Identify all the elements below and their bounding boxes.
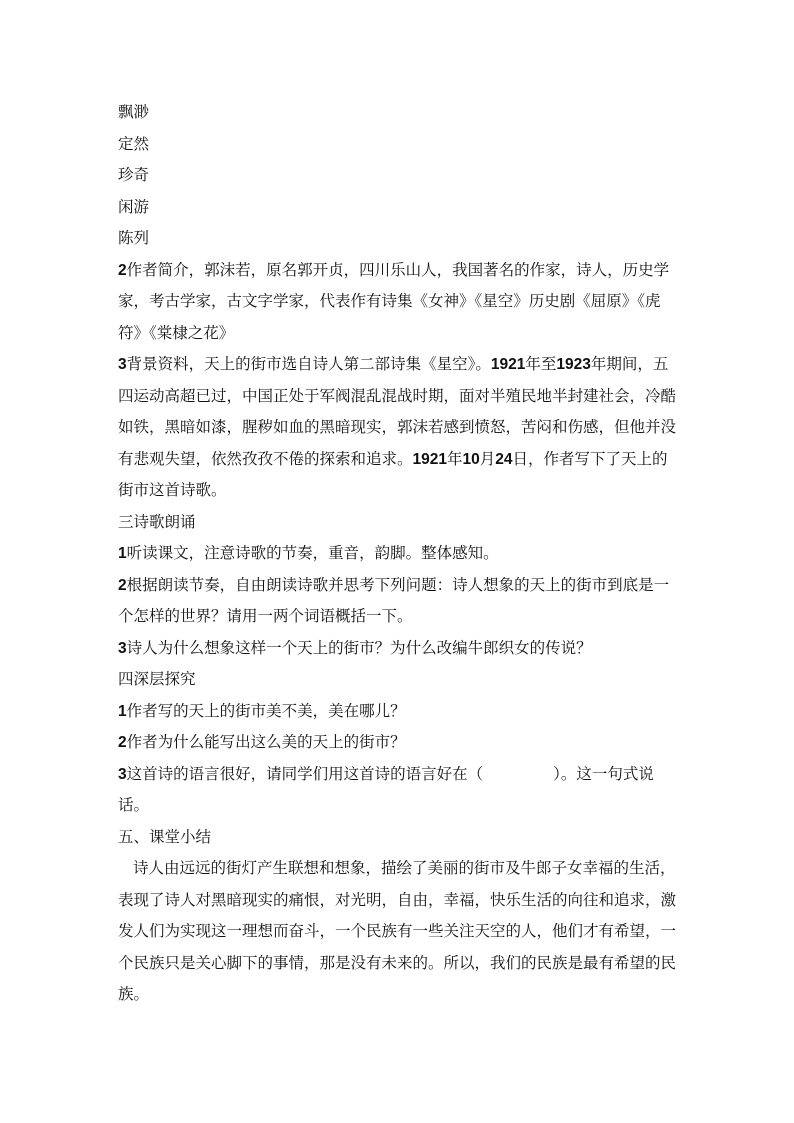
background-text: 月 [479,449,496,468]
question-item [118,759,678,822]
year-number: 1923 [556,356,591,373]
vocab-word: 闲游 [118,197,150,216]
question-text: 根据朗读节奏，自由朗读诗歌并思考下列问题：诗人想象的天上的街市到底是一个怎样的世界？请用一两个词语概括一下。 [118,575,670,625]
item-number: 3 [118,639,127,657]
author-intro-text: 作者简介，郭沫若，原名郭开贞，四川乐山人，我国著名的作家，诗人，历史学家，考古学家，古文字学家，代表作有诗集《女神》《星空》历史剧《屈原》《虎符》《棠棣之花》 [118,260,670,342]
question-item [118,570,678,633]
item-number: 2 [118,734,127,751]
section-heading: 三诗歌朗诵 [118,512,196,531]
author-intro-paragraph [118,255,678,350]
question-item [118,727,678,759]
background-text: 背景资料，天上的街市选自诗人第二部诗集《星空》。 [126,355,491,373]
item-number: 3 [118,356,127,373]
item-number: 1 [118,702,127,720]
document-body [118,97,678,1011]
section-heading: 四深层探究 [118,670,196,688]
question-text: 作者写的天上的街市美不美，美在哪儿？ [126,701,406,720]
day-number: 24 [495,450,513,468]
item-number: 2 [118,261,127,279]
background-text: 日，作者写下了天上的街市这首诗歌。 [118,449,668,499]
section-heading: 五、课堂小结 [118,827,212,846]
background-text: 年期间，五四运动高超已过，中国正处于军阀混乱混战时期，面对半殖民地半封建社会，冷酷如铁，黑暗如漆，腥秽如血的黑暗现实，郭沫若感到愤怒，苦闷和伤感，但他并没有悲观失望，依然孜孜不倦的探索和追求。 [118,355,677,468]
item-number: 1 [118,545,127,562]
question-text: 听读课文，注意诗歌的节奏，重音，韵脚。整体感知。 [126,544,499,562]
vocab-word: 定然 [118,134,150,153]
question-text: 诗人为什么想象这样一个天上的街市？为什么改编牛郎织女的传说？ [126,638,592,657]
background-text: 年至 [525,355,557,373]
summary-paragraph: 诗人由远远的街灯产生联想和想象，描绘了美丽的街市及牛郎子女幸福的生活，表现了诗人对黑暗现实的痛恨，对光明，自由，幸福，快乐生活的向往和追求，激发人们为实现这一理想而奋斗，一个民族有一些关注天空的人，他们才有希望，一个民族只是关心脚下的事情，那是没有未来的。所以，我们的民族是最有希望的民族。 [118,859,677,1003]
question-text: ）。这一句式说话。 [118,764,654,814]
question-text: 作者为什么能写出这么美的天上的街市？ [126,733,406,751]
year-number: 1921 [490,356,526,373]
year-number: 1921 [412,450,447,468]
question-item [118,633,678,665]
month-number: 10 [462,450,480,468]
vocab-word: 珍奇 [118,166,150,184]
vocab-word: 飘渺 [118,103,150,121]
question-text: 这首诗的语言很好，请同学们用这首诗的语言好在（ [126,764,484,783]
background-text: 年 [447,449,463,468]
item-number: 2 [118,576,127,594]
vocab-word: 陈列 [118,229,150,247]
question-item [118,538,678,570]
question-item [118,696,678,728]
item-number: 3 [118,765,127,783]
background-paragraph [118,349,678,507]
